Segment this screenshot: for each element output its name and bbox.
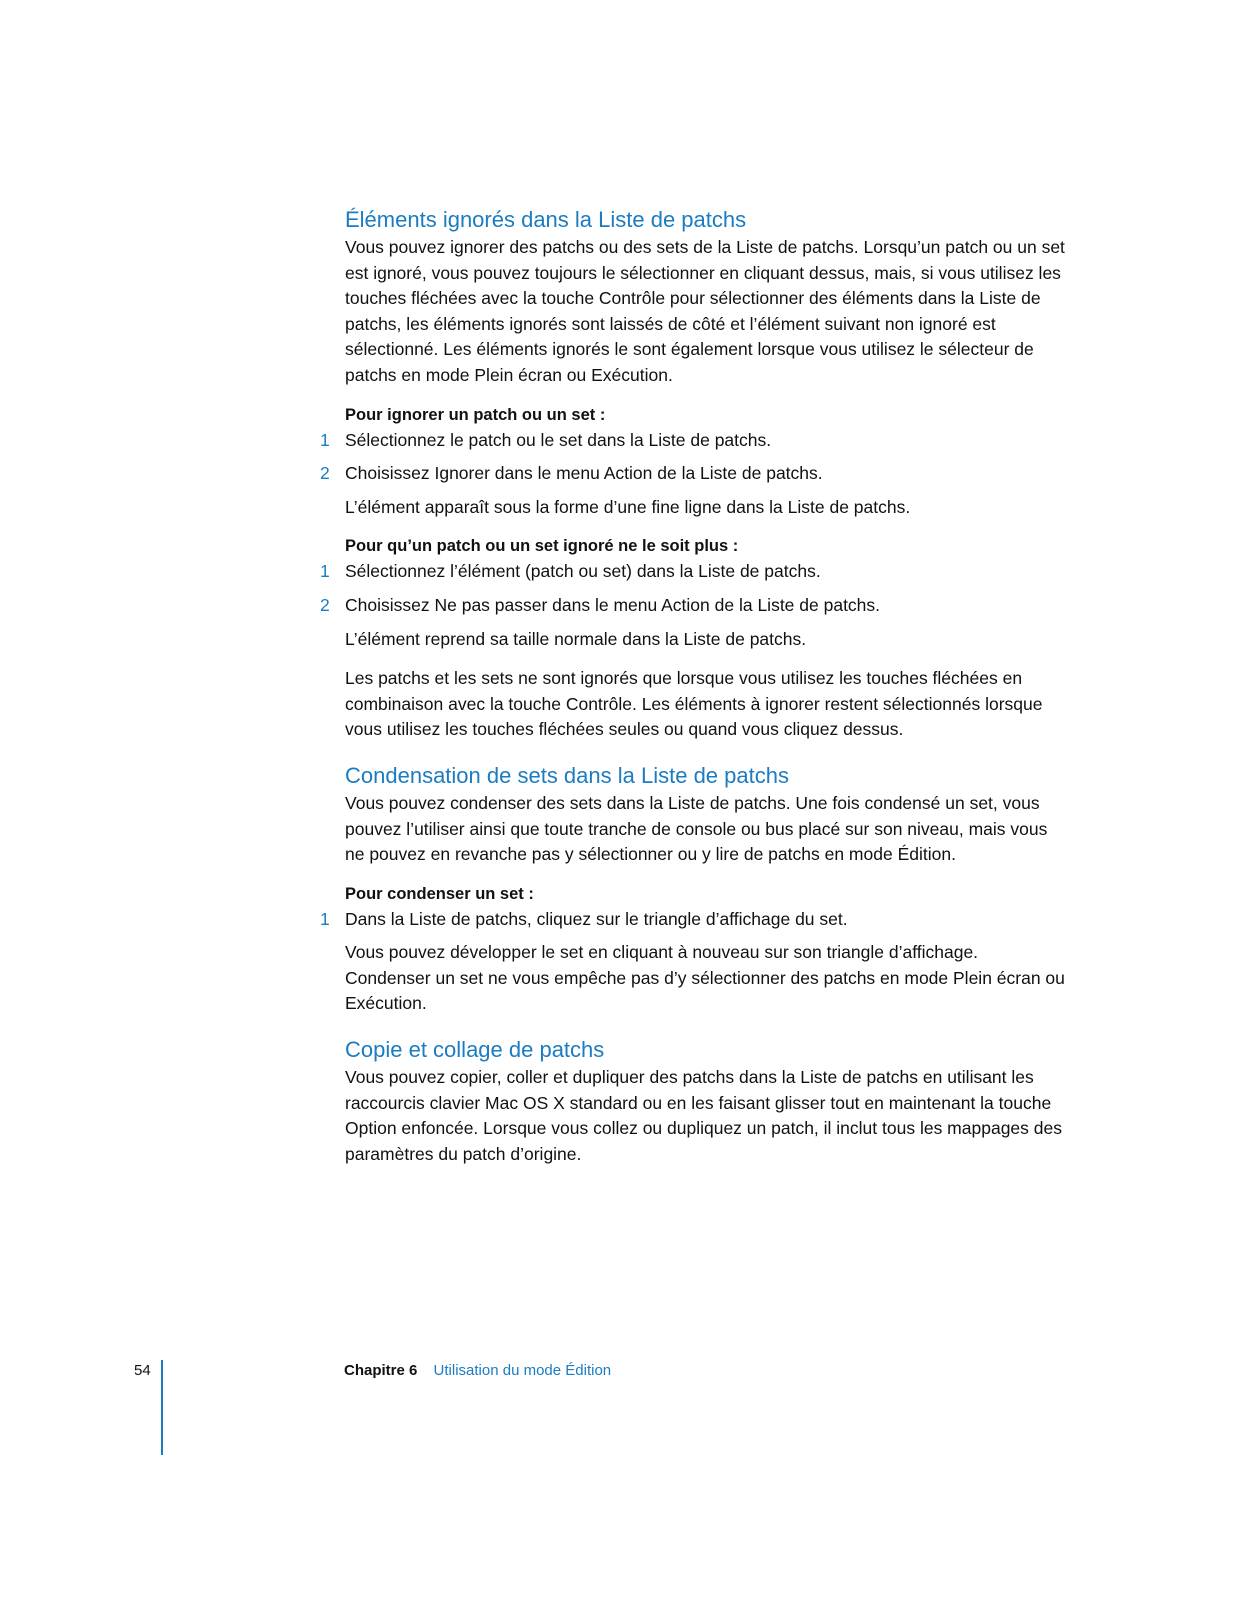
step-number: 1 <box>320 561 330 582</box>
step-item <box>320 593 1065 619</box>
footer-divider <box>161 1360 163 1455</box>
chapter-label: Chapitre 6 <box>344 1362 418 1379</box>
step-item <box>320 428 1065 454</box>
step-result-note: L’élément reprend sa taille normale dans la Liste de patchs. <box>345 628 807 649</box>
section-title-ignored-items: Éléments ignorés dans la Liste de patchs <box>345 207 747 232</box>
section-closing-paragraph: Les patchs et les sets ne sont ignorés que lorsque vous utilisez les touches fléchées en combinaison avec la touche Contrôle. Les éléments à ignorer restent sélectionnés lorsque vous utilisez les touches fléchées seules ou quand vous cliquez dessus. <box>345 668 1043 740</box>
page-number: 54 <box>134 1362 151 1379</box>
step-number: 1 <box>320 429 330 450</box>
section-intro: Vous pouvez condenser des sets dans la Liste de patchs. Une fois condensé un set, vous pouvez l’utiliser ainsi que toute tranche de console ou bus placé sur son niveau, mais vous ne pouvez en revanche pas y sélectionner ou y lire de patchs en mode Édition. <box>345 792 1048 865</box>
page-content <box>320 205 1065 1181</box>
section-intro: Vous pouvez copier, coller et dupliquer des patchs dans la Liste de patchs en utilisant les raccourcis clavier Mac OS X standard ou en les faisant glisser tout en maintenant la touche Option enfoncée. Lorsque vous collez ou dupliquez un patch, il inclut tous les mappages des paramètres du patch d’origine. <box>345 1067 1062 1164</box>
task-heading: Pour qu’un patch ou un set ignoré ne le soit plus : <box>345 537 739 556</box>
step-number: 1 <box>320 908 330 929</box>
step-text: Sélectionnez le patch ou le set dans la Liste de patchs. <box>345 429 772 450</box>
step-text: Choisissez Ignorer dans le menu Action de la Liste de patchs. <box>345 463 823 484</box>
step-result-note: Vous pouvez développer le set en cliquant à nouveau sur son triangle d’affichage. Condenser un set ne vous empêche pas d’y sélectionner des patchs en mode Plein écran ou Exécution. <box>345 942 1065 1014</box>
step-text: Sélectionnez l’élément (patch ou set) dans la Liste de patchs. <box>345 561 821 582</box>
task-heading: Pour ignorer un patch ou un set : <box>345 405 606 424</box>
chapter-title: Utilisation du mode Édition <box>433 1362 612 1379</box>
step-item <box>320 461 1065 487</box>
step-text: Dans la Liste de patchs, cliquez sur le triangle d’affichage du set. <box>345 908 848 929</box>
step-item <box>320 907 1065 933</box>
task-heading: Pour condenser un set : <box>345 884 534 903</box>
footer-chapter <box>344 1362 611 1379</box>
step-number: 2 <box>320 463 330 484</box>
step-number: 2 <box>320 594 330 615</box>
section-title-copy-paste: Copie et collage de patchs <box>345 1037 605 1063</box>
section-title-condensation: Condensation de sets dans la Liste de patchs <box>345 762 789 788</box>
step-result-note: L’élément apparaît sous la forme d’une fine ligne dans la Liste de patchs. <box>345 496 911 517</box>
step-text: Choisissez Ne pas passer dans le menu Action de la Liste de patchs. <box>345 594 881 615</box>
step-item <box>320 559 1065 585</box>
section-intro: Vous pouvez ignorer des patchs ou des sets de la Liste de patchs. Lorsqu’un patch ou un set est ignoré, vous pouvez toujours le sélectionner en cliquant dessus, mais, si vous utilisez les touches fléchées avec la touche Contrôle pour sélectionner des éléments dans la Liste de patchs, les éléments ignorés sont laissés de côté et l’élément suivant non ignoré est sélectionné. Les éléments ignorés le sont également lorsque vous utilisez le sélecteur de patchs en mode Plein écran ou Exécution. <box>345 237 1065 385</box>
